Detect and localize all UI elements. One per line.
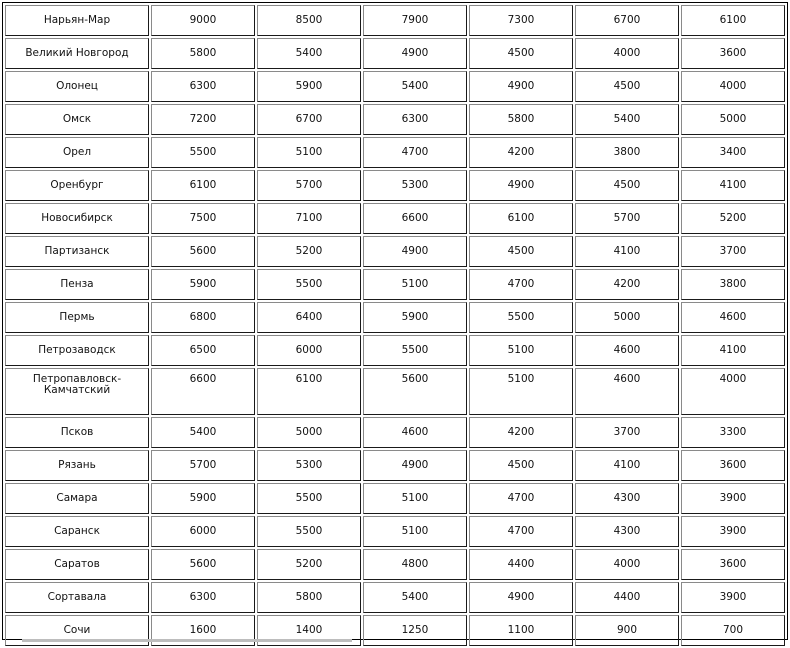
- value-cell: 3800: [681, 269, 785, 300]
- value-cell: 4900: [469, 582, 573, 613]
- value-cell: 3900: [681, 483, 785, 514]
- table-row: [5, 483, 785, 514]
- value-cell: 4900: [469, 71, 573, 102]
- city-cell: Олонец: [5, 71, 149, 102]
- value-cell: 5600: [151, 549, 255, 580]
- value-cell: 4500: [575, 71, 679, 102]
- city-cell: Нарьян-Мар: [5, 5, 149, 36]
- value-cell: 700: [681, 615, 785, 646]
- value-cell: 4800: [363, 549, 467, 580]
- value-cell: 5600: [363, 368, 467, 415]
- value-cell: 6100: [469, 203, 573, 234]
- value-cell: 5200: [257, 549, 361, 580]
- value-cell: 5500: [363, 335, 467, 366]
- table-row: [5, 71, 785, 102]
- value-cell: 5700: [151, 450, 255, 481]
- value-cell: 4500: [575, 170, 679, 201]
- value-cell: 5700: [257, 170, 361, 201]
- value-cell: 4600: [681, 302, 785, 333]
- value-cell: 3400: [681, 137, 785, 168]
- value-cell: 5200: [681, 203, 785, 234]
- value-cell: 5300: [257, 450, 361, 481]
- value-cell: 5500: [469, 302, 573, 333]
- table-row: [5, 302, 785, 333]
- value-cell: 4700: [469, 269, 573, 300]
- value-cell: 5800: [257, 582, 361, 613]
- value-cell: 4200: [575, 269, 679, 300]
- value-cell: 4100: [575, 236, 679, 267]
- value-cell: 4400: [575, 582, 679, 613]
- value-cell: 5000: [575, 302, 679, 333]
- table-row: [5, 38, 785, 69]
- table-row: [5, 450, 785, 481]
- value-cell: 5000: [681, 104, 785, 135]
- city-cell: Сочи: [5, 615, 149, 646]
- value-cell: 3800: [575, 137, 679, 168]
- value-cell: 5900: [151, 483, 255, 514]
- value-cell: 1400: [257, 615, 361, 646]
- value-cell: 4000: [681, 71, 785, 102]
- value-cell: 4500: [469, 450, 573, 481]
- city-cell: Партизанск: [5, 236, 149, 267]
- table-row: [5, 170, 785, 201]
- value-cell: 5500: [257, 516, 361, 547]
- table-row: [5, 5, 785, 36]
- value-cell: 6400: [257, 302, 361, 333]
- value-cell: 3600: [681, 38, 785, 69]
- table-row: [5, 335, 785, 366]
- city-cell: Пенза: [5, 269, 149, 300]
- table-row: [5, 137, 785, 168]
- value-cell: 4300: [575, 516, 679, 547]
- value-cell: 5100: [257, 137, 361, 168]
- city-cell: Петропавловск-Камчатский: [5, 368, 149, 415]
- value-cell: 6300: [151, 71, 255, 102]
- city-cell: Рязань: [5, 450, 149, 481]
- value-cell: 5100: [363, 516, 467, 547]
- city-cell: Саратов: [5, 549, 149, 580]
- value-cell: 7200: [151, 104, 255, 135]
- value-cell: 6000: [257, 335, 361, 366]
- value-cell: 4300: [575, 483, 679, 514]
- value-cell: 3900: [681, 516, 785, 547]
- value-cell: 6800: [151, 302, 255, 333]
- value-cell: 5500: [257, 269, 361, 300]
- table-row: [5, 549, 785, 580]
- value-cell: 4900: [363, 236, 467, 267]
- value-cell: 5300: [363, 170, 467, 201]
- city-cell: Оренбург: [5, 170, 149, 201]
- value-cell: 4900: [469, 170, 573, 201]
- value-cell: 6600: [151, 368, 255, 415]
- value-cell: 4100: [681, 170, 785, 201]
- table-row: [5, 236, 785, 267]
- value-cell: 4700: [363, 137, 467, 168]
- value-cell: 9000: [151, 5, 255, 36]
- value-cell: 6300: [363, 104, 467, 135]
- value-cell: 5800: [469, 104, 573, 135]
- value-cell: 6100: [681, 5, 785, 36]
- city-cell: Сортавала: [5, 582, 149, 613]
- value-cell: 6700: [257, 104, 361, 135]
- value-cell: 6600: [363, 203, 467, 234]
- value-cell: 4500: [469, 38, 573, 69]
- value-cell: 8500: [257, 5, 361, 36]
- value-cell: 7100: [257, 203, 361, 234]
- value-cell: 5400: [575, 104, 679, 135]
- value-cell: 4000: [681, 368, 785, 415]
- value-cell: 5700: [575, 203, 679, 234]
- value-cell: 6000: [151, 516, 255, 547]
- value-cell: 4600: [575, 335, 679, 366]
- table-row: [5, 269, 785, 300]
- value-cell: 5900: [257, 71, 361, 102]
- value-cell: 5200: [257, 236, 361, 267]
- value-cell: 4700: [469, 516, 573, 547]
- value-cell: 1600: [151, 615, 255, 646]
- city-cell: Великий Новгород: [5, 38, 149, 69]
- value-cell: 5100: [363, 269, 467, 300]
- value-cell: 3600: [681, 450, 785, 481]
- price-table-body: [5, 5, 785, 646]
- table-row: [5, 417, 785, 448]
- city-cell: Самара: [5, 483, 149, 514]
- value-cell: 6500: [151, 335, 255, 366]
- value-cell: 5600: [151, 236, 255, 267]
- value-cell: 1250: [363, 615, 467, 646]
- value-cell: 5400: [363, 582, 467, 613]
- value-cell: 4100: [681, 335, 785, 366]
- value-cell: 4100: [575, 450, 679, 481]
- value-cell: 4500: [469, 236, 573, 267]
- table-row: [5, 516, 785, 547]
- value-cell: 4000: [575, 549, 679, 580]
- value-cell: 5400: [257, 38, 361, 69]
- value-cell: 4400: [469, 549, 573, 580]
- value-cell: 3300: [681, 417, 785, 448]
- table-row: [5, 368, 785, 415]
- value-cell: 5100: [469, 368, 573, 415]
- value-cell: 5500: [151, 137, 255, 168]
- value-cell: 5900: [151, 269, 255, 300]
- table-row: [5, 104, 785, 135]
- value-cell: 7900: [363, 5, 467, 36]
- value-cell: 4000: [575, 38, 679, 69]
- city-cell: Омск: [5, 104, 149, 135]
- value-cell: 3900: [681, 582, 785, 613]
- value-cell: 6700: [575, 5, 679, 36]
- value-cell: 5100: [363, 483, 467, 514]
- value-cell: 3700: [681, 236, 785, 267]
- value-cell: 5500: [257, 483, 361, 514]
- value-cell: 4600: [575, 368, 679, 415]
- value-cell: 4700: [469, 483, 573, 514]
- price-table-container: [2, 2, 788, 640]
- value-cell: 6100: [257, 368, 361, 415]
- value-cell: 4600: [363, 417, 467, 448]
- table-row: [5, 582, 785, 613]
- value-cell: 7300: [469, 5, 573, 36]
- table-row: [5, 203, 785, 234]
- value-cell: 4900: [363, 38, 467, 69]
- city-cell: Петрозаводск: [5, 335, 149, 366]
- value-cell: 6100: [151, 170, 255, 201]
- value-cell: 5400: [151, 417, 255, 448]
- value-cell: 3700: [575, 417, 679, 448]
- value-cell: 7500: [151, 203, 255, 234]
- value-cell: 1100: [469, 615, 573, 646]
- value-cell: 4900: [363, 450, 467, 481]
- city-cell: Саранск: [5, 516, 149, 547]
- city-cell: Новосибирск: [5, 203, 149, 234]
- value-cell: 6300: [151, 582, 255, 613]
- value-cell: 5800: [151, 38, 255, 69]
- value-cell: 3600: [681, 549, 785, 580]
- value-cell: 5400: [363, 71, 467, 102]
- value-cell: 4200: [469, 417, 573, 448]
- city-cell: Орел: [5, 137, 149, 168]
- city-cell: Пермь: [5, 302, 149, 333]
- city-cell: Псков: [5, 417, 149, 448]
- value-cell: 5900: [363, 302, 467, 333]
- value-cell: 5100: [469, 335, 573, 366]
- value-cell: 900: [575, 615, 679, 646]
- value-cell: 5000: [257, 417, 361, 448]
- price-table: [3, 3, 787, 648]
- value-cell: 4200: [469, 137, 573, 168]
